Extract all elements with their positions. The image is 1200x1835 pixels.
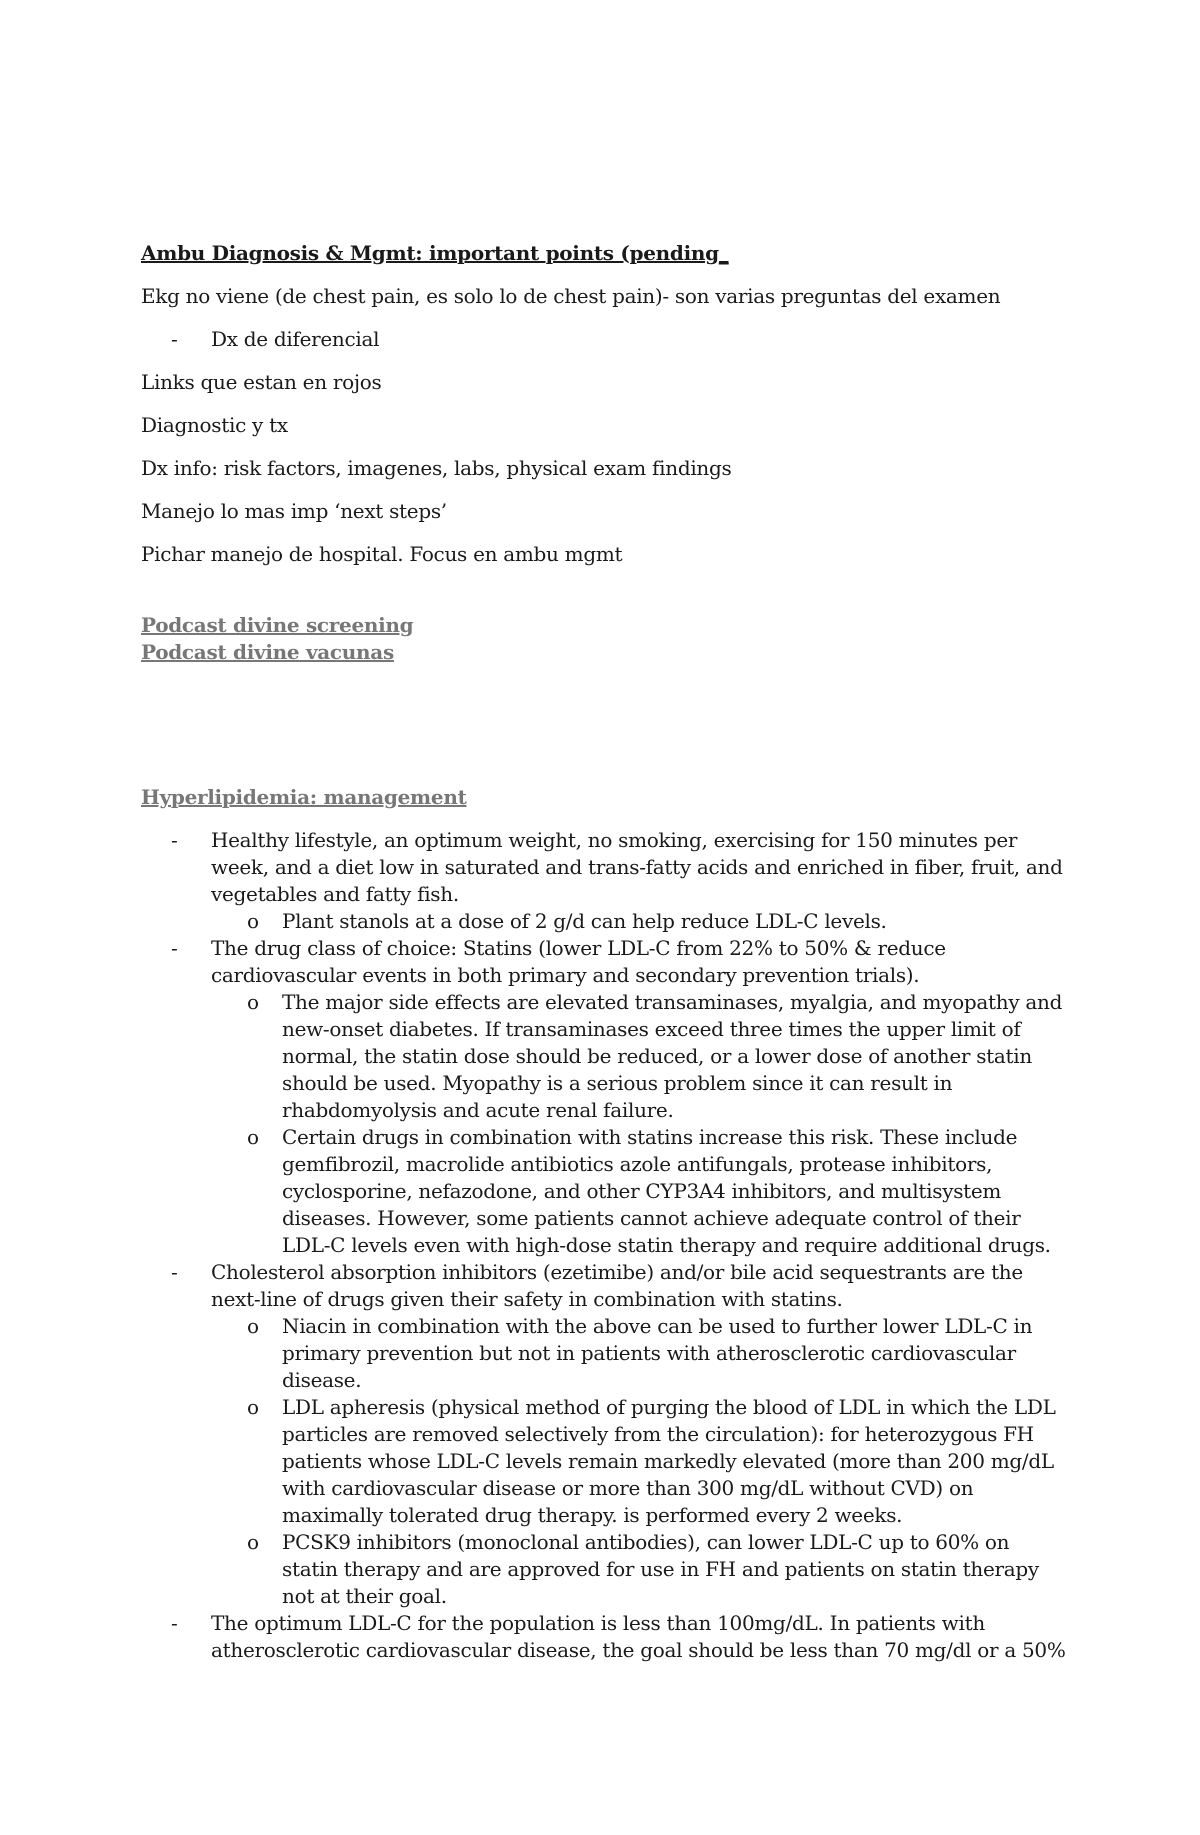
list-item xyxy=(141,1610,1071,1664)
dash-item-text: Dx de diferencial xyxy=(211,327,380,351)
paragraph: Pichar manejo de hospital. Focus en ambu mgmt xyxy=(141,542,623,566)
circle-bullet: o xyxy=(247,909,259,933)
dash-list-item xyxy=(141,326,1071,353)
circle-bullet: o xyxy=(247,1395,259,1419)
sub-list-item xyxy=(141,1394,1071,1529)
list-item-text: The drug class of choice: Statins (lower LDL-C from 22% to 50% & reduce cardiovascular events in both primary and secondary prevention trials). xyxy=(211,936,946,987)
document-content xyxy=(141,240,1071,1664)
sub-list-item-text: Plant stanols at a dose of 2 g/d can help reduce LDL-C levels. xyxy=(282,909,887,933)
spacer xyxy=(141,584,1071,612)
management-list xyxy=(141,827,1071,1664)
circle-bullet: o xyxy=(247,1125,259,1149)
link-podcast-vacunas[interactable]: Podcast divine vacunas xyxy=(141,640,394,664)
sub-list-item-text: PCSK9 inhibitors (monoclonal antibodies), can lower LDL-C up to 60% on statin therapy and are approved for use in FH and patients on statin therapy not at their goal. xyxy=(282,1530,1039,1608)
list-item xyxy=(141,935,1071,989)
paragraph: Links que estan en rojos xyxy=(141,370,382,394)
dash-bullet: - xyxy=(171,828,178,852)
dash-bullet: - xyxy=(171,327,178,351)
link-podcast-screening[interactable]: Podcast divine screening xyxy=(141,613,414,637)
section-title: Hyperlipidemia: management xyxy=(141,785,467,809)
sub-list-item xyxy=(141,1529,1071,1610)
sub-list-item xyxy=(141,989,1071,1124)
spacer xyxy=(141,666,1071,784)
sub-list-item xyxy=(141,1124,1071,1259)
list-item-text: Cholesterol absorption inhibitors (ezetimibe) and/or bile acid sequestrants are the next-line of drugs given their safety in combination with statins. xyxy=(211,1260,1023,1311)
paragraph: Diagnostic y tx xyxy=(141,413,288,437)
sub-list-item xyxy=(141,1313,1071,1394)
sub-list-item xyxy=(141,908,1071,935)
circle-bullet: o xyxy=(247,1530,259,1554)
sub-list-item-text: Certain drugs in combination with statins increase this risk. These include gemfibrozil, macrolide antibiotics azole antifungals, protease inhibitors, cyclosporine, nefazodone, and other CYP3A4 inhibitors, and multisystem diseases. However, some patients cannot achieve adequate control of their LDL-C levels even with high-dose statin therapy and require additional drugs. xyxy=(282,1125,1051,1257)
sub-list-item-text: LDL apheresis (physical method of purging the blood of LDL in which the LDL particles are removed selectively from the circulation): for heterozygous FH patients whose LDL-C levels remain markedly elevated (more than 200 mg/dL with cardiovascular disease or more than 300 mg/dL without CVD) on maximally tolerated drug therapy. is performed every 2 weeks. xyxy=(282,1395,1056,1527)
dash-bullet: - xyxy=(171,936,178,960)
circle-bullet: o xyxy=(247,990,259,1014)
paragraph: Manejo lo mas imp ‘next steps’ xyxy=(141,499,447,523)
list-item-text: Healthy lifestyle, an optimum weight, no smoking, exercising for 150 minutes per week, and a diet low in saturated and trans-fatty acids and enriched in fiber, fruit, and vegetables and fatty fish. xyxy=(211,828,1063,906)
circle-bullet: o xyxy=(247,1314,259,1338)
dash-bullet: - xyxy=(171,1611,178,1635)
sub-list-item-text: The major side effects are elevated transaminases, myalgia, and myopathy and new-onset diabetes. If transaminases exceed three times the upper limit of normal, the statin dose should be reduced, or a lower dose of another statin should be used. Myopathy is a serious problem since it can result in rhabdomyolysis and acute renal failure. xyxy=(282,990,1063,1122)
intro-paragraph: Ekg no viene (de chest pain, es solo lo de chest pain)- son varias preguntas del examen xyxy=(141,284,1001,308)
sub-list-item-text: Niacin in combination with the above can be used to further lower LDL-C in primary prevention but not in patients with atherosclerotic cardiovascular disease. xyxy=(282,1314,1033,1392)
document-title: Ambu Diagnosis & Mgmt: important points (pending_ xyxy=(141,241,729,265)
list-item-text: The optimum LDL-C for the population is less than 100mg/dL. In patients with atherosclerotic cardiovascular disease, the goal should be less than 70 mg/dl or a 50% xyxy=(211,1611,1066,1662)
dash-bullet: - xyxy=(171,1260,178,1284)
paragraph: Dx info: risk factors, imagenes, labs, physical exam findings xyxy=(141,456,732,480)
list-item xyxy=(141,1259,1071,1313)
list-item xyxy=(141,827,1071,908)
